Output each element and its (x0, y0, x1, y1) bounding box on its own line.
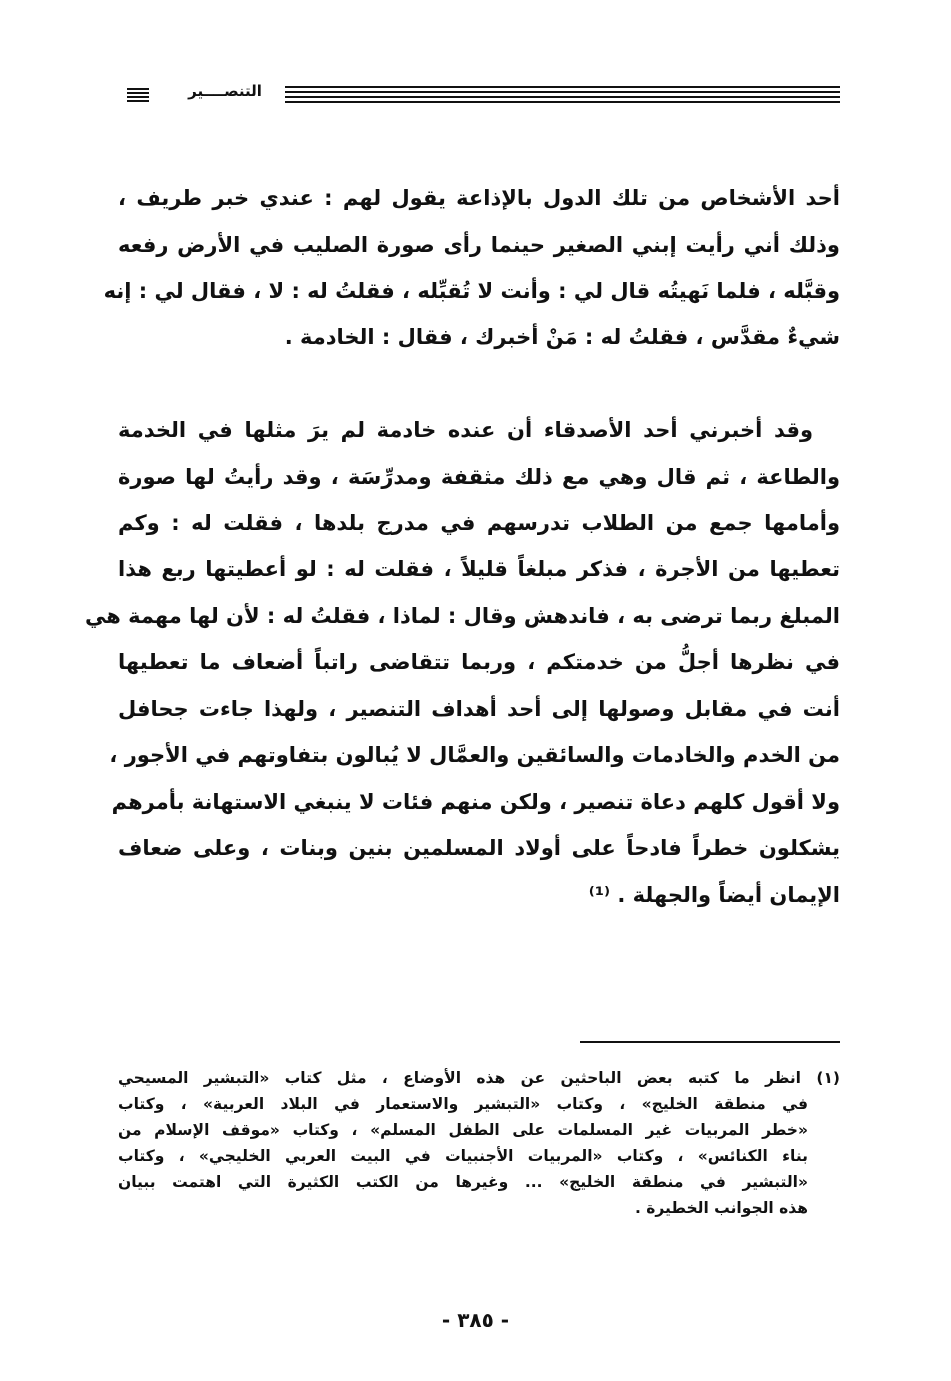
header-rules (285, 86, 840, 106)
text-line: وقبَّله ، فلما نَهيتُه قال لي : وأنت لا تُقبِّله ، فقلتُ له : لا ، فقال لي : إنه (103, 279, 840, 303)
text-line: وقد أخبرني أحد الأصدقاء أن عنده خادمة لم يرَ مثلها في الخدمة (118, 418, 813, 442)
text-line: الإيمان أيضاً والجهلة . ⁽¹⁾ (588, 883, 840, 907)
text-line: أنت في مقابل وصولها إلى أحد أهداف التنصير ، ولهذا جاءت جحافل (118, 697, 840, 721)
text-line: المبلغ ربما ترضى به ، فاندهش وقال : لماذا ، فقلتُ له : لأن لها مهمة هي (84, 604, 840, 628)
text-line: وأمامها جمع من الطلاب تدرسهم في مدرج بلدها ، فقلت له : وكم (118, 511, 840, 535)
footnote-line: (١) انظر ما كتبه بعض الباحثين عن هذه الأوضاع ، مثل كتاب «التبشير المسيحي (118, 1069, 840, 1087)
running-header (125, 82, 840, 112)
header-ornament (127, 88, 149, 104)
text-line: يشكلون خطراً فادحاً على أولاد المسلمين بنين وبنات ، وعلى ضعاف (118, 836, 840, 860)
text-line: من الخدم والخادمات والسائقين والعمَّال لا يُبالون بتفاوتهم في الأجور ، (109, 743, 840, 767)
text-line: شيءٌ مقدَّس ، فقلتُ له : مَنْ أخبرك ، فقال : الخادمة . (284, 325, 840, 349)
text-line: تعطيها من الأجرة ، فذكر مبلغاً قليلاً ، فقلت له : لو أعطيتها ربع هذا (118, 557, 840, 581)
footnote-separator (580, 1041, 840, 1043)
text-line: والطاعة ، ثم قال وهي مع ذلك مثقفة ومدرِّسَة ، وقد رأيتُ لها صورة (118, 465, 840, 489)
footnote-line: «خطر المربيات غير المسلمات على الطفل المسلم» ، وكتاب «موقف الإسلام من (118, 1121, 808, 1139)
chapter-title: التنصــــير (188, 82, 262, 100)
text-line: وذلك أني رأيت إبني الصغير حينما رأى صورة الصليب في الأرض رفعه (118, 233, 840, 257)
footnote-line: هذه الجوانب الخطيرة . (634, 1199, 808, 1217)
text-line: أحد الأشخاص من تلك الدول بالإذاعة يقول لهم : عندي خبر طريف ، (118, 186, 840, 210)
text-line: ولا أقول كلهم دعاة تنصير ، ولكن منهم فئات لا ينبغي الاستهانة بأمرهم (111, 790, 840, 814)
footnote-line: بناء الكنائس» ، وكتاب «المربيات الأجنبيات في البيت العربي الخليجي» ، وكتاب (118, 1147, 808, 1165)
footnote-line: «التبشير في منطقة الخليج» ... وغيرها من الكتب الكثيرة التي اهتمت ببيان (118, 1173, 808, 1191)
page-number: - ٣٨٥ - (441, 1308, 510, 1332)
text-line: في نظرها أجلُّ من خدمتكم ، وربما تتقاضى راتباً أضعاف ما تعطيها (118, 650, 840, 674)
footnote-line: في منطقة الخليج» ، وكتاب «التبشير والاستعمار في البلاد العربية» ، وكتاب (118, 1095, 808, 1113)
